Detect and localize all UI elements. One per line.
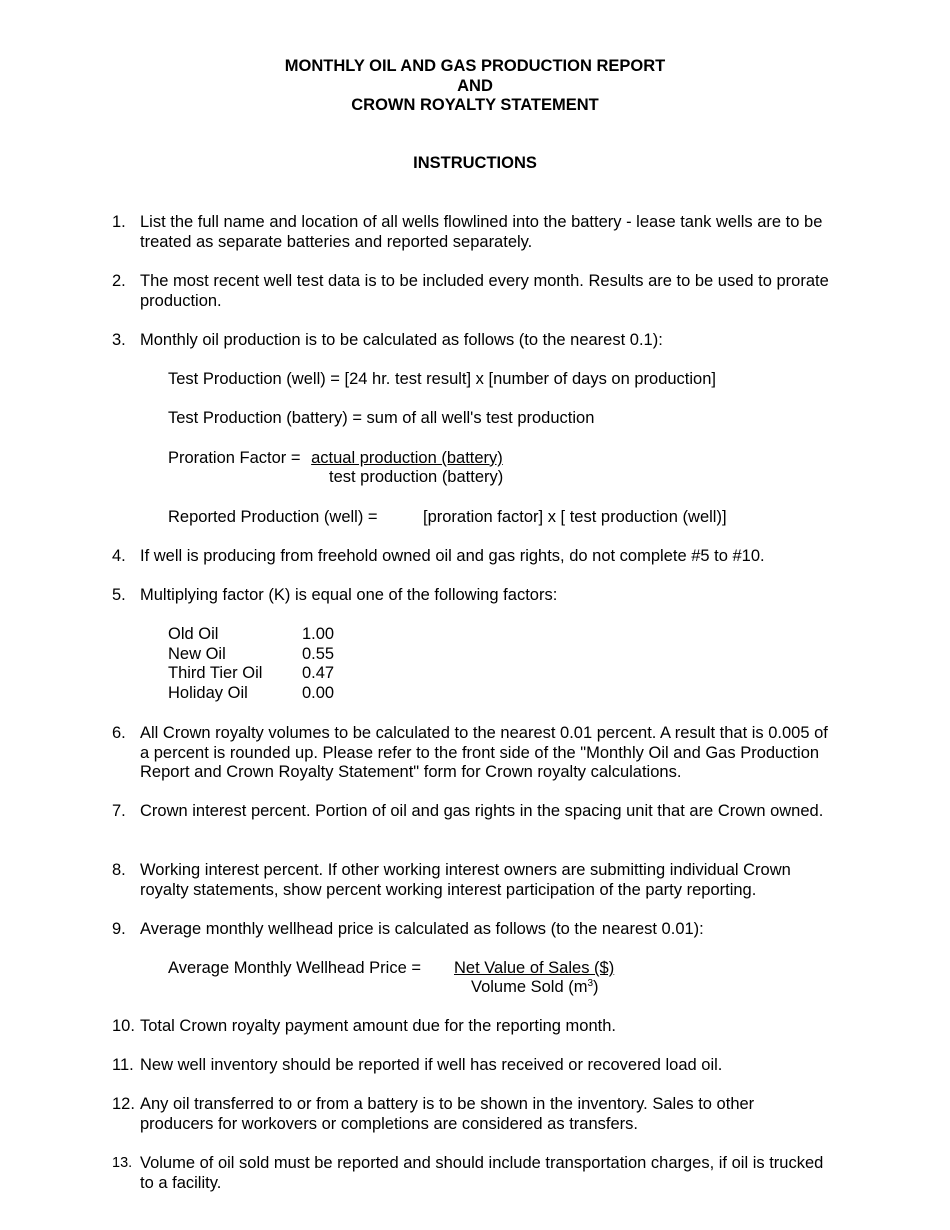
- factor-row: [168, 664, 334, 684]
- proration-numerator: actual production (battery): [311, 449, 503, 467]
- instruction-item-1: [112, 213, 832, 252]
- formula-average-wellhead-price: [168, 959, 421, 979]
- instruction-item-12: [112, 1095, 832, 1134]
- instruction-item-9: [112, 920, 832, 940]
- item-text: Crown interest percent. Portion of oil and gas rights in the spacing unit that are Crown owned.: [140, 802, 824, 820]
- item-number: 4.: [112, 547, 126, 565]
- item-text: Any oil transferred to or from a battery is to be shown in the inventory. Sales to other producers for workovers or completions are considered as transfers.: [140, 1095, 755, 1133]
- item-text: If well is producing from freehold owned oil and gas rights, do not complete #5 to #10.: [140, 547, 765, 565]
- item-number: 9.: [112, 920, 126, 938]
- title-line-1: MONTHLY OIL AND GAS PRODUCTION REPORT: [284, 57, 666, 75]
- instruction-item-3: [112, 331, 832, 351]
- price-label: Average Monthly Wellhead Price =: [168, 959, 421, 977]
- item-text: All Crown royalty volumes to be calculated to the nearest 0.01 percent. A result that is 0.005 of a percent is rounded up. Please refer to the front side of the "Monthly Oil and Gas Production Report and Crown Royalty Statement" form for Crown royalty calculations.: [140, 724, 828, 782]
- item-text: New well inventory should be reported if well has received or recovered load oil.: [140, 1056, 723, 1074]
- item-number: 5.: [112, 586, 126, 604]
- item-number: 7.: [112, 802, 126, 820]
- item-text: Volume of oil sold must be reported and should include transportation charges, if oil is trucked to a facility.: [140, 1154, 824, 1192]
- factor-name: Third Tier Oil: [168, 664, 263, 683]
- factor-value: 0.55: [302, 644, 335, 663]
- reported-expression: [proration factor] x [ test production (well)]: [423, 508, 727, 526]
- formula-proration-factor: [168, 449, 503, 469]
- report-title: [0, 57, 950, 116]
- factor-value: 1.00: [302, 625, 335, 643]
- instruction-item-11: [112, 1056, 832, 1076]
- item-text: Average monthly wellhead price is calculated as follows (to the nearest 0.01):: [140, 920, 704, 938]
- item-text: Multiplying factor (K) is equal one of the following factors:: [140, 586, 558, 604]
- title-line-2: AND: [457, 76, 493, 95]
- instruction-item-10: [112, 1017, 832, 1037]
- item-text: Monthly oil production is to be calculated as follows (to the nearest 0.1):: [140, 331, 663, 349]
- factor-row: [168, 625, 334, 645]
- factor-value: 0.00: [302, 683, 335, 702]
- instruction-item-4: [112, 547, 832, 567]
- instruction-item-8: [112, 861, 832, 900]
- item-number: 11.: [112, 1056, 134, 1074]
- item-number: 3.: [112, 331, 126, 349]
- instruction-item-2: [112, 272, 832, 311]
- item-number: 8.: [112, 861, 126, 879]
- item-text: Working interest percent. If other working interest owners are submitting individual Crown royalty statements, show percent working interest participation of the party reporting.: [140, 861, 791, 899]
- factor-value: 0.47: [302, 664, 335, 683]
- price-denominator-superscript: 3: [587, 978, 594, 989]
- item-number: 12.: [112, 1095, 135, 1113]
- instruction-item-13: [112, 1154, 832, 1193]
- factor-row: [168, 684, 334, 704]
- instruction-item-6: [112, 724, 832, 783]
- item-number: 10.: [112, 1017, 135, 1035]
- instruction-item-5: [112, 586, 832, 606]
- item-text: Total Crown royalty payment amount due for the reporting month.: [140, 1017, 616, 1035]
- factor-row: [168, 645, 334, 665]
- price-denominator-text: Volume Sold (m: [471, 978, 588, 996]
- item-number: 1.: [112, 213, 126, 231]
- item-number: 6.: [112, 724, 126, 742]
- instructions-heading: INSTRUCTIONS: [413, 154, 537, 172]
- title-line-3: CROWN ROYALTY STATEMENT: [351, 96, 599, 115]
- formula-test-production-battery: Test Production (battery) = sum of all well's test production: [168, 409, 595, 427]
- item-number: 13.: [112, 1155, 133, 1171]
- instruction-item-7: [112, 802, 832, 822]
- factor-name: New Oil: [168, 644, 226, 663]
- formula-reported-production: [168, 508, 378, 528]
- proration-denominator: test production (battery): [329, 468, 504, 486]
- multiplying-factors-table: [168, 625, 334, 703]
- item-text: List the full name and location of all wells flowlined into the battery - lease tank wells are to be treated as separate batteries and reported separately.: [140, 213, 823, 251]
- factor-name: Holiday Oil: [168, 683, 248, 702]
- price-numerator: Net Value of Sales ($): [454, 959, 615, 977]
- reported-label: Reported Production (well) =: [168, 508, 378, 526]
- item-number: 2.: [112, 272, 126, 290]
- price-denominator-close: ): [593, 978, 599, 996]
- factor-name: Old Oil: [168, 625, 219, 643]
- proration-label: Proration Factor =: [168, 449, 301, 467]
- item-text: The most recent well test data is to be included every month. Results are to be used to prorate production.: [140, 272, 829, 310]
- formula-test-production-well: Test Production (well) = [24 hr. test result] x [number of days on production]: [168, 370, 716, 388]
- price-denominator: [471, 978, 599, 998]
